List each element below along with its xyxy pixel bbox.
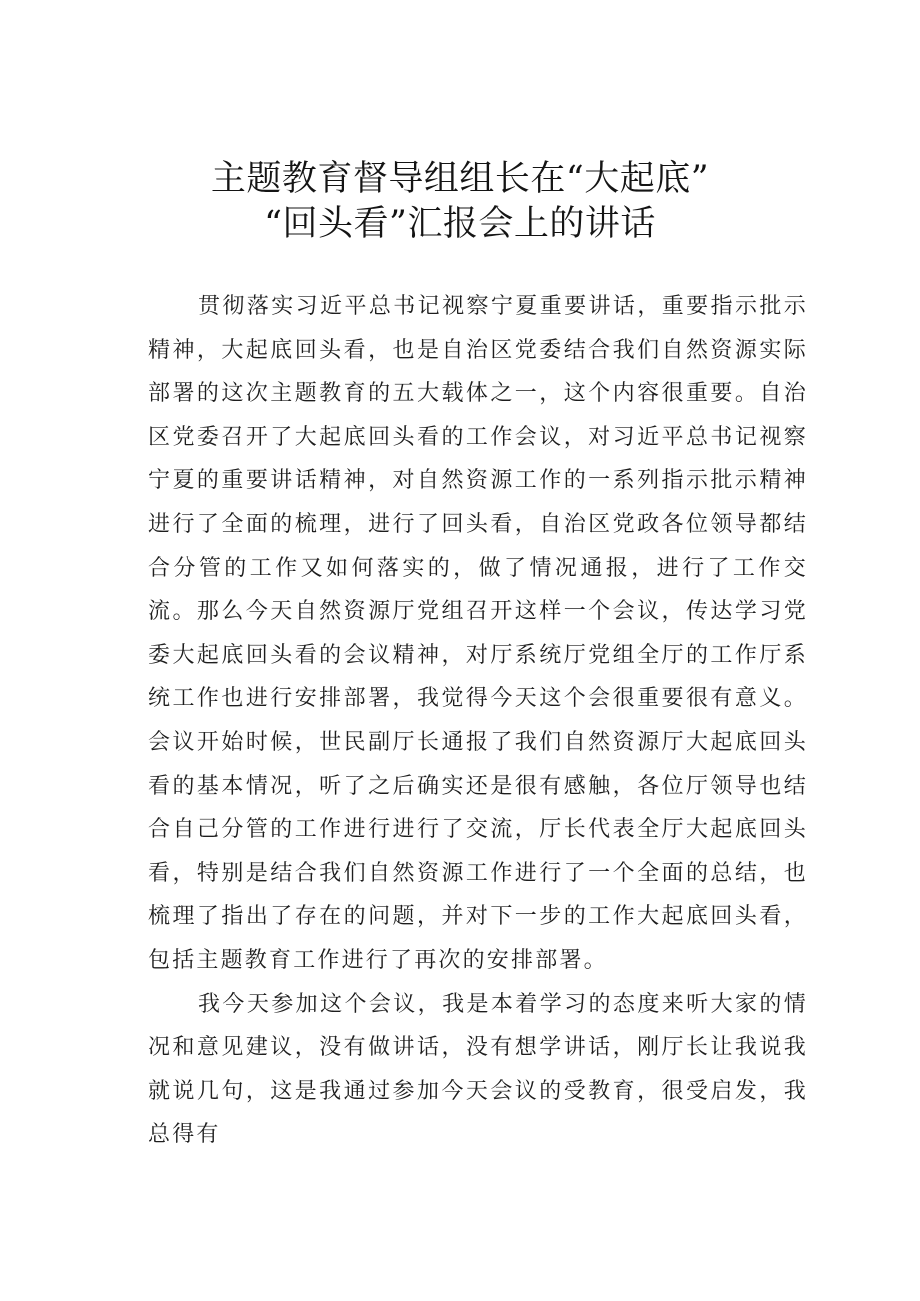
paragraph: 我今天参加这个会议，我是本着学习的态度来听大家的情况和意见建议，没有做讲话，没有想学讲话，刚厅长让我说我就说几句，这是我通过参加今天会议的受教育，很受启发，我总得有: [148, 991, 808, 1148]
document-body: [148, 285, 808, 1157]
paragraph: 贯彻落实习近平总书记视察宁夏重要讲话，重要指示批示精神，大起底回头看，也是自治区党委结合我们自然资源实际部署的这次主题教育的五大载体之一，这个内容很重要。自治区党委召开了大起底回头看的工作会议，对习近平总书记视察宁夏的重要讲话精神，对自然资源工作的一系列指示批示精神进行了全面的梳理，进行了回头看，自治区党政各位领导都结合分管的工作又如何落实的，做了情况通报，进行了工作交流。那么今天自然资源厅党组召开这样一个会议，传达学习党委大起底回头看的会议精神，对厅系统厅党组全厅的工作厅系统工作也进行安排部署，我觉得今天这个会很重要很有意义。会议开始时候，世民副厅长通报了我们自然资源厅大起底回头看的基本情况，听了之后确实还是很有感触，各位厅领导也结合自己分管的工作进行进行了交流，厅长代表全厅大起底回头看，特别是结合我们自然资源工作进行了一个全面的总结，也梳理了指出了存在的问题，并对下一步的工作大起底回头看，包括主题教育工作进行了再次的安排部署。: [148, 294, 808, 973]
title-line-1: 主题教育督导组组长在“大起底”: [210, 159, 710, 199]
title-line-2: “回头看”汇报会上的讲话: [264, 204, 656, 244]
